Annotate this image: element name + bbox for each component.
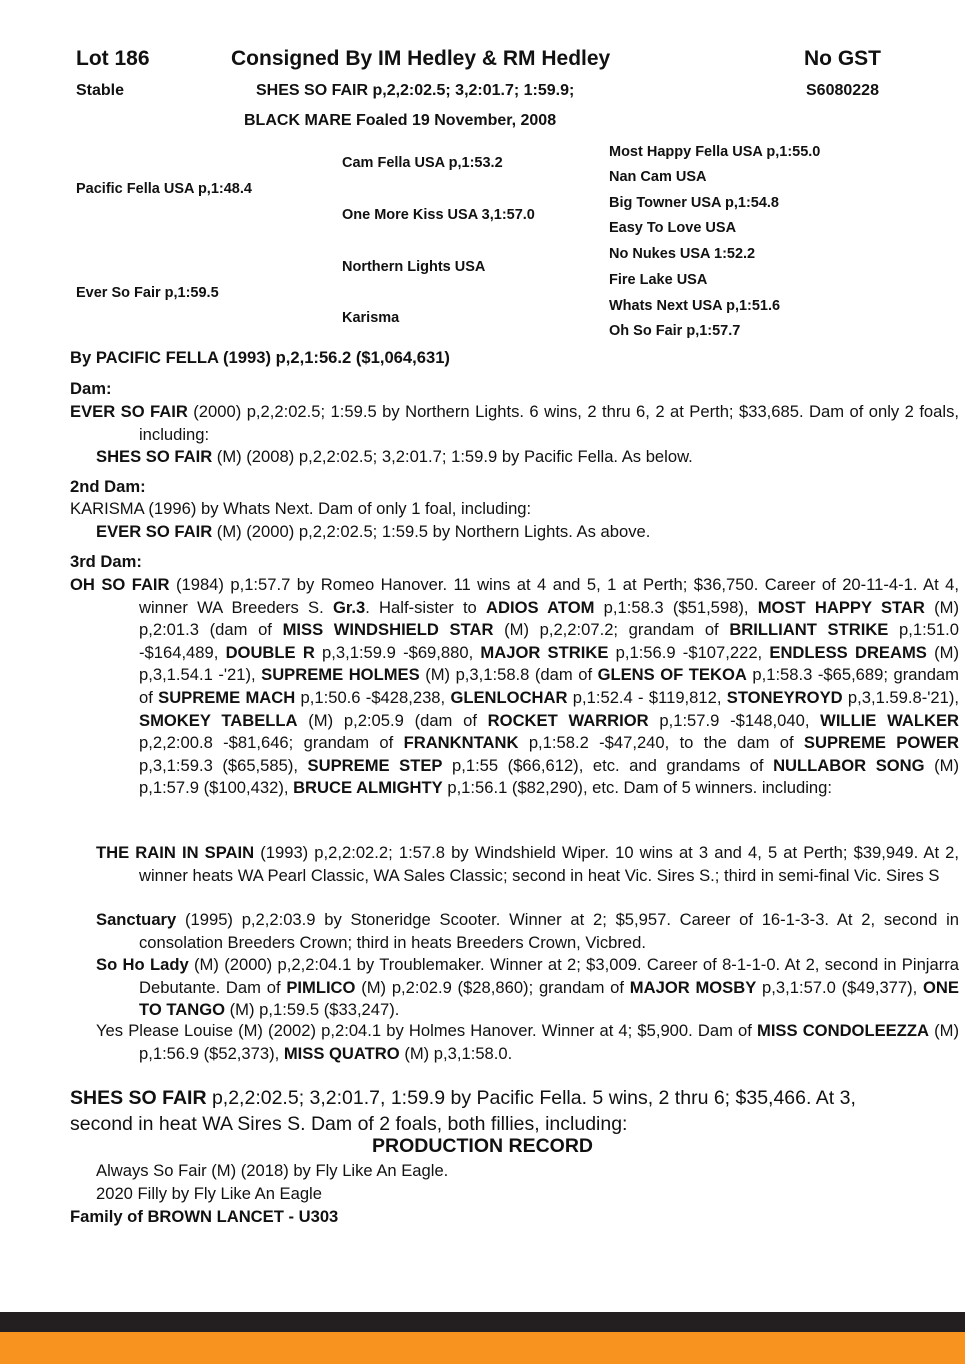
- pedigree-g7: Whats Next USA p,1:51.6: [609, 298, 781, 314]
- text-run: p,1:56.1 ($82,290), etc. Dam of 5 winners. including:: [442, 778, 832, 798]
- footer-orange-bar: [0, 1332, 965, 1364]
- horse-name: ONE TO TANGO: [139, 977, 959, 1020]
- lot-number: Lot 186: [76, 47, 150, 70]
- horse-name: SMOKEY TABELLA: [139, 710, 298, 730]
- pedigree-dam-sire: Northern Lights USA: [342, 259, 486, 275]
- third-dam-heading: 3rd Dam:: [70, 552, 142, 571]
- foal-the-rain-in-spain: [70, 842, 959, 887]
- foal-name: THE RAIN IN SPAIN: [96, 843, 255, 862]
- horse-name: MISS CONDOLEEZZA: [757, 1021, 929, 1040]
- text-run: (M) p,2:02.9 ($28,860); grandam of: [355, 977, 630, 997]
- text-run: p,1:58.2 -$47,240, to the dam of: [518, 733, 804, 753]
- third-dam-name: OH SO FAIR: [70, 575, 170, 594]
- text-run: . Half-sister to: [365, 597, 486, 617]
- foal-name: Sanctuary: [96, 910, 177, 929]
- text-run: p,3,1.59.8-'21),: [842, 687, 960, 707]
- foal-yes-please-louise: [70, 1020, 959, 1065]
- pedigree-dam-dam: Karisma: [342, 310, 400, 326]
- horse-name: ADIOS ATOM: [486, 597, 595, 617]
- text-run: p,3,1:59.9 -$69,880,: [314, 642, 481, 662]
- text-run: (M) p,2:01.3 (dam of: [139, 597, 959, 640]
- pedigree-g5: No Nukes USA 1:52.2: [609, 246, 756, 262]
- second-dam-text: KARISMA (1996) by Whats Next. Dam of only 1 foal, including:: [70, 499, 532, 518]
- second-dam-heading: 2nd Dam:: [70, 477, 146, 496]
- horse-name: BRILLIANT STRIKE: [729, 620, 889, 640]
- stable-label: Stable: [76, 82, 125, 99]
- horse-name: GLENLOCHAR: [450, 687, 568, 707]
- horse-name: STONEYROYD: [726, 687, 843, 707]
- third-dam-paragraph: [70, 574, 959, 800]
- gst-status: No GST: [804, 47, 881, 70]
- pedigree-g4: Easy To Love USA: [609, 220, 737, 236]
- foal-so-ho-lady: [70, 954, 959, 1022]
- dam-paragraph: [70, 401, 959, 446]
- summary-paragraph: [70, 1085, 890, 1137]
- horse-name: MISS QUATRO: [283, 1043, 400, 1063]
- pedigree-dam: Ever So Fair p,1:59.5: [76, 285, 219, 301]
- pedigree-sire-dam: One More Kiss USA 3,1:57.0: [342, 207, 535, 223]
- horse-name: BRUCE ALMIGHTY: [293, 778, 443, 798]
- foal-text: Yes Please Louise (M) (2002) p,2:04.1 by Holmes Hanover. Winner at 4; $5,900. Dam of: [96, 1021, 757, 1040]
- text-run: (M) p,3,1:58.0.: [399, 1043, 513, 1063]
- dam-name: EVER SO FAIR: [70, 402, 188, 421]
- text-run: (M) p,1:57.9 ($100,432),: [139, 755, 959, 798]
- pedigree-g2: Nan Cam USA: [609, 169, 707, 185]
- foal-text: (M) (2000) p,2,2:04.1 by Troublemaker. Winner at 2; $3,009. Career of 8-1-1-0. At 2, second in Pinjarra Debutante. Dam of: [139, 955, 959, 997]
- text-run: p,1:50.6 -$428,238,: [295, 687, 451, 707]
- pedigree-sire-sire: Cam Fella USA p,1:53.2: [342, 155, 503, 171]
- pedigree-g3: Big Towner USA p,1:54.8: [609, 195, 779, 211]
- pedigree-g6: Fire Lake USA: [609, 272, 708, 288]
- production-record-heading: PRODUCTION RECORD: [371, 1135, 593, 1157]
- text-run: (M) p,1:56.9 ($52,373),: [139, 1021, 959, 1063]
- footer-dark-bar: [0, 1312, 965, 1332]
- pedigree-sire: Pacific Fella USA p,1:48.4: [76, 181, 252, 197]
- text-run: p,1:58.3 -$65,689; grandam of: [139, 665, 959, 707]
- foal-text: (1995) p,2,2:03.9 by Stoneridge Scooter. Winner at 2; $5,957. Career of 16-1-3-3. At 2, second in consolation Breeders Crown; third in heats Breeders Crown, Vicbred.: [139, 910, 959, 952]
- horse-name: GLENS OF TEKOA: [597, 665, 747, 685]
- horse-description: BLACK MARE Foaled 19 November, 2008: [244, 112, 557, 129]
- text-run: p,1:58.3 ($51,598),: [594, 597, 758, 617]
- horse-name: MOST HAPPY STAR: [757, 597, 925, 617]
- text-run: p,3,1:59.3 ($65,585),: [139, 755, 308, 775]
- text-run: p,1:55 ($66,612), etc. and grandams of: [442, 755, 774, 775]
- horse-name: SUPREME POWER: [803, 733, 959, 753]
- text-run: p,1:56.9 -$107,222,: [608, 642, 770, 662]
- pedigree-g1: Most Happy Fella USA p,1:55.0: [609, 144, 821, 160]
- horse-name: SUPREME MACH: [158, 687, 296, 707]
- horse-name: NULLABOR SONG: [773, 755, 925, 775]
- sire-by-line: By PACIFIC FELLA (1993) p,2,1:56.2 ($1,064,631): [70, 348, 450, 367]
- pedigree-g8: Oh So Fair p,1:57.7: [609, 323, 741, 339]
- consignor: Consigned By IM Hedley & RM Hedley: [231, 47, 611, 70]
- horse-name: FRANKNTANK: [403, 733, 519, 753]
- text-run: (M) p,2,2:07.2; grandam of: [493, 620, 730, 640]
- text-run: p,1:51.0 -$164,489,: [139, 620, 959, 662]
- text-run: (1984) p,1:57.7 by Romeo Hanover. 11 wins at 4 and 5, 1 at Perth; $36,750. Career of 20-11-4-1. At 4, winner WA Breeders S.: [139, 575, 959, 617]
- text-run: p,2,2:00.8 -$81,646; grandam of: [139, 733, 404, 753]
- dam-foal-text: (M) (2008) p,2,2:02.5; 3,2:01.7; 1:59.9 by Pacific Fella. As below.: [212, 447, 693, 466]
- horse-title-line: SHES SO FAIR p,2,2:02.5; 3,2:01.7; 1:59.9;: [256, 82, 575, 99]
- foal-sanctuary: [70, 909, 959, 954]
- summary-text: p,2,2:02.5; 3,2:01.7, 1:59.9 by Pacific Fella. 5 wins, 2 thru 6; $35,466. At 3, second in heat WA Sires S. Dam of 2 foals, both fillies, including:: [70, 1087, 856, 1135]
- horse-code: S6080228: [806, 82, 879, 99]
- second-dam-foal-name: EVER SO FAIR: [96, 522, 213, 541]
- text-run: (M) p,2:05.9 (dam of: [297, 710, 488, 730]
- production-item-1: Always So Fair (M) (2018) by Fly Like An Eagle.: [96, 1161, 449, 1180]
- text-run: p,1:57.9 -$148,040,: [648, 710, 821, 730]
- text-run: (M) p,3,1:58.8 (dam of: [419, 665, 598, 685]
- horse-name: MISS WINDSHIELD STAR: [282, 620, 494, 640]
- dam-foal-name: SHES SO FAIR: [96, 447, 213, 466]
- dam-heading: Dam:: [70, 379, 112, 398]
- horse-name: WILLIE WALKER: [820, 710, 960, 730]
- summary-horse-name: SHES SO FAIR: [70, 1087, 207, 1109]
- horse-name: MAJOR MOSBY: [629, 977, 757, 997]
- dam-text: (2000) p,2,2:02.5; 1:59.5 by Northern Lights. 6 wins, 2 thru 6, 2 at Perth; $33,685. Dam of only 2 foals, including:: [139, 402, 959, 444]
- second-dam-foal-text: (M) (2000) p,2,2:02.5; 1:59.5 by Northern Lights. As above.: [212, 522, 651, 541]
- horse-name: SUPREME STEP: [307, 755, 443, 775]
- dam-foal: [70, 446, 890, 469]
- foal-text: (1993) p,2,2:02.2; 1:57.8 by Windshield Wiper. 10 wins at 3 and 4, 5 at Perth; $39,949. At 2, winner heats WA Pearl Classic, WA Sales Classic; second in heat Vic. Sires S.; third in semi-final Vic. Sires S: [139, 843, 959, 885]
- foal-name: So Ho Lady: [96, 955, 189, 974]
- family-line: Family of BROWN LANCET - U303: [70, 1207, 339, 1226]
- horse-name: DOUBLE R: [225, 642, 315, 662]
- horse-name: ENDLESS DREAMS: [769, 642, 927, 662]
- horse-name: PIMLICO: [286, 977, 356, 997]
- horse-name: MAJOR STRIKE: [480, 642, 609, 662]
- text-run: (M) p,3,1.54.1 -'21),: [139, 642, 959, 685]
- text-run: (M) p,1:59.5 ($33,247).: [225, 1000, 400, 1020]
- production-item-2: 2020 Filly by Fly Like An Eagle: [96, 1184, 322, 1203]
- horse-name: SUPREME HOLMES: [261, 665, 420, 685]
- second-dam-foal: [70, 521, 890, 544]
- text-run: p,1:52.4 - $119,812,: [567, 687, 727, 707]
- text-run: p,3,1:57.0 ($49,377),: [756, 977, 924, 997]
- race-grade: Gr.3: [332, 597, 366, 617]
- horse-name: ROCKET WARRIOR: [487, 710, 649, 730]
